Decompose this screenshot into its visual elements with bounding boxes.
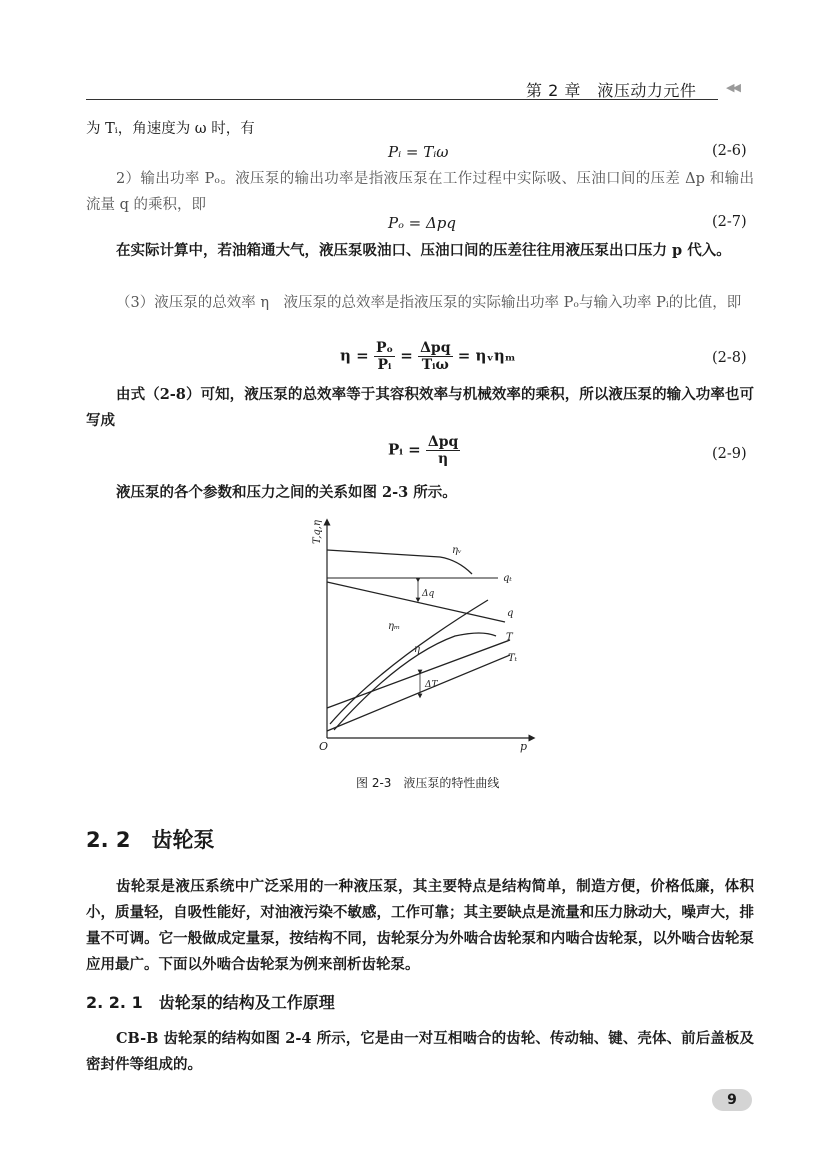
paragraph-figure-ref: 液压泵的各个参数和压力之间的关系如图 2-3 所示。 bbox=[116, 484, 457, 501]
label-delta-T: ΔT bbox=[425, 680, 438, 690]
output-power-heading: 2）输出功率 Pₒ。 bbox=[116, 171, 236, 187]
curve-eta-m bbox=[330, 600, 488, 724]
equation-number-2-9: (2-9) bbox=[712, 446, 747, 462]
chapter-header: 第 2 章 液压动力元件 bbox=[526, 81, 697, 100]
equation-number-2-6: (2-6) bbox=[712, 143, 747, 159]
label-origin: O bbox=[319, 740, 329, 753]
total-efficiency-text: 液压泵的总效率是指液压泵的实际输出功率 Pₒ与输入功率 Pᵢ的比值，即 bbox=[283, 295, 742, 311]
header-arrows-icon: ◀◀ bbox=[726, 81, 739, 94]
formula-2-9: Pᵢ = $\frac{\text{Δpq}}{\eta}$ bbox=[388, 434, 459, 467]
curve-eta-v bbox=[327, 550, 472, 574]
output-power-text: 液压泵的输出功率是指液压泵在工作过程中实际吸、压油口间的压差 Δp 和输出流量 q 的乘积，即 bbox=[86, 171, 754, 213]
formula-2-6: Pᵢ = Tᵢω bbox=[388, 143, 449, 161]
paragraph-practical-calc: 在实际计算中，若油箱通大气，液压泵吸油口、压油口间的压差往往用液压泵出口压力 p 代入。 bbox=[116, 242, 731, 259]
label-T: T bbox=[506, 632, 513, 643]
characteristic-curves-diagram bbox=[300, 516, 540, 756]
paragraph-gear-pump-structure: CB-B 齿轮泵的结构如图 2-4 所示，它是由一对互相啮合的齿轮、传动轴、键、壳体、前后盖板及密封件等组成的。 bbox=[86, 1030, 754, 1073]
label-eta-v: ηᵥ bbox=[452, 545, 462, 556]
header-rule bbox=[86, 99, 718, 100]
label-x-axis: p bbox=[520, 740, 528, 753]
label-y-axis: T,q,η bbox=[312, 520, 323, 544]
line-q bbox=[327, 582, 505, 622]
label-delta-q: Δq bbox=[422, 589, 435, 599]
equation-number-2-7: (2-7) bbox=[712, 214, 747, 230]
section-title: 2. 2 齿轮泵 bbox=[86, 828, 215, 852]
paragraph-efficiency-product: 由式（2-8）可知，液压泵的总效率等于其容积效率与机械效率的乘积，所以液压泵的输入功率也可写成 bbox=[86, 386, 754, 429]
figure-caption: 图 2-3 液压泵的特性曲线 bbox=[356, 776, 500, 790]
label-q-t: qₜ bbox=[503, 573, 512, 584]
formula-2-8: η = $\frac{\text{Pₒ}}{\text{Pᵢ}}$ = $\frac{\text{Δpq}}{\text{Tᵢω}}$ = ηᵥηₘ bbox=[340, 340, 516, 373]
paragraph-output-power bbox=[86, 166, 754, 218]
label-eta: η bbox=[414, 644, 420, 655]
label-T-t: Tₜ bbox=[508, 653, 518, 664]
total-efficiency-heading: （3）液压泵的总效率 η bbox=[116, 295, 270, 311]
paragraph-total-efficiency bbox=[86, 290, 754, 316]
paragraph-intro: 为 Tᵢ，角速度为 ω 时，有 bbox=[86, 121, 255, 137]
equation-number-2-8: (2-8) bbox=[712, 350, 747, 366]
paragraph-gear-pump: 齿轮泵是液压系统中广泛采用的一种液压泵，其主要特点是结构简单，制造方便，价格低廉，体积小，质量轻，自吸性能好，对油液污染不敏感，工作可靠；其主要缺点是流量和压力脉动大，噪声大，排量不可调。它一般做成定量泵，按结构不同，齿轮泵分为外啮合齿轮泵和内啮合齿轮泵，以外啮合齿轮泵应用最广。下面以外啮合齿轮泵为例来剖析齿轮泵。 bbox=[86, 878, 754, 973]
label-q: q bbox=[507, 608, 514, 619]
page-number-badge: 9 bbox=[712, 1089, 752, 1111]
line-T-theoretical bbox=[327, 655, 510, 731]
formula-2-7: Pₒ = Δpq bbox=[388, 214, 457, 232]
label-eta-m: ηₘ bbox=[388, 621, 401, 632]
subsection-title: 2. 2. 1 齿轮泵的结构及工作原理 bbox=[86, 993, 335, 1012]
